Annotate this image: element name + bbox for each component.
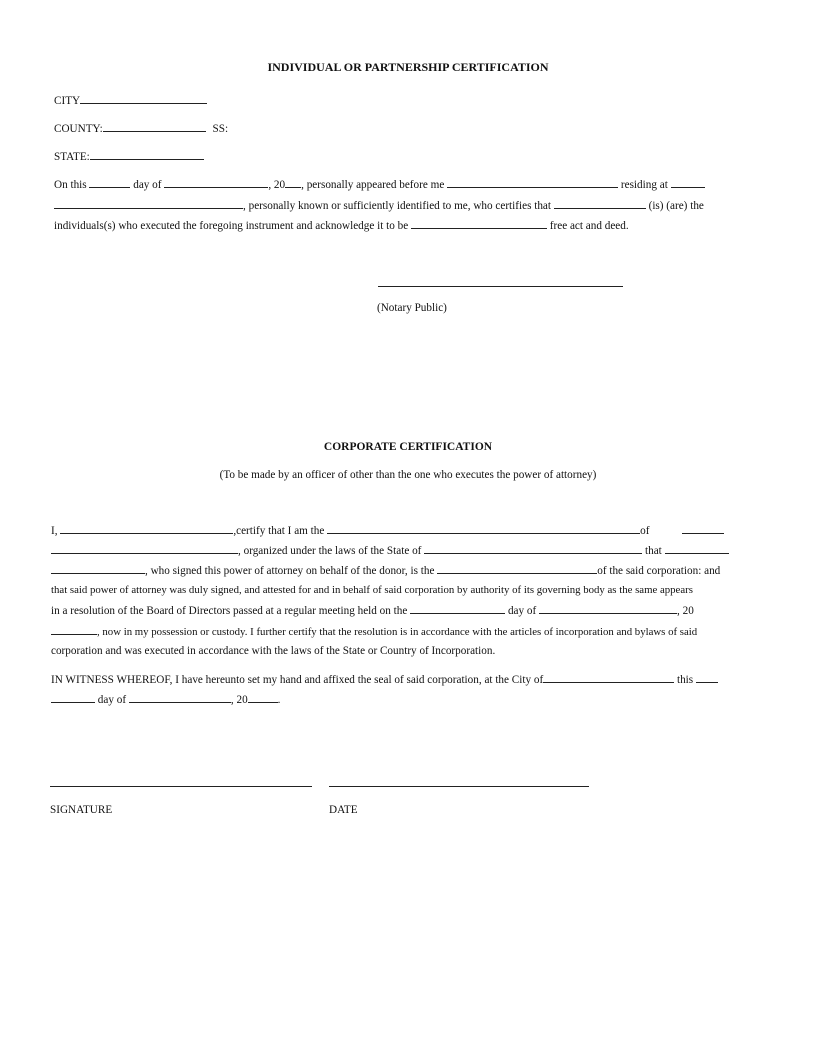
individual-title: INDIVIDUAL OR PARTNERSHIP CERTIFICATION [267, 60, 549, 74]
appearance-line [54, 177, 705, 192]
signature-label: SIGNATURE [50, 804, 113, 816]
this-text: this [676, 674, 694, 686]
ss-label: SS: [212, 123, 229, 135]
acknowledge-line [54, 218, 629, 233]
period-text: . [277, 694, 281, 706]
witness-day-continued-field[interactable] [51, 692, 95, 703]
officer-title-field[interactable] [327, 523, 640, 534]
free-act-text: free act and deed. [549, 220, 629, 232]
signature-line[interactable] [50, 786, 312, 787]
meeting-year-field[interactable] [51, 624, 97, 635]
officer-name-field[interactable] [60, 523, 233, 534]
that-text: that [645, 545, 662, 557]
identification-line [54, 198, 704, 213]
year-prefix-text: , 20 [230, 694, 248, 706]
signed-text: , who signed this power of attorney on behalf of the donor, is the [145, 565, 435, 577]
year-field[interactable] [285, 177, 301, 188]
corporate-title: CORPORATE CERTIFICATION [323, 441, 493, 453]
notary-label: (Notary Public) [377, 302, 447, 314]
year-prefix-text: , 20 [268, 179, 286, 191]
on-this-text: On this [54, 179, 87, 191]
day-of-text: day of [133, 179, 162, 191]
county-row [54, 121, 228, 136]
acknowledgement-field[interactable] [411, 218, 547, 229]
residing-at-text: residing at [620, 179, 668, 191]
date-label: DATE [329, 804, 358, 816]
corporation-name-field[interactable] [682, 523, 724, 534]
state-row [54, 149, 204, 164]
year-prefix-text: , 20 [677, 605, 694, 617]
corp-line-1 [51, 523, 724, 538]
county-field[interactable] [103, 121, 206, 132]
witness-day-field[interactable] [696, 672, 718, 683]
corp-line-8 [51, 672, 718, 687]
county-label: COUNTY: [54, 123, 103, 135]
date-line[interactable] [329, 786, 589, 787]
corp-line-3 [51, 563, 720, 578]
certify-text: ,certify that I am the [233, 525, 325, 537]
corp-line-5 [51, 603, 694, 618]
city-row [54, 93, 207, 108]
signer-title-field[interactable] [437, 563, 597, 574]
custody-text: , now in my possession or custody. I further certify that the resolution is in accordance with the articles of incorporation and bylaws of said [97, 626, 698, 638]
certifier-field[interactable] [554, 198, 646, 209]
state-of-incorporation-field[interactable] [424, 543, 642, 554]
organized-text: , organized under the laws of the State of [238, 545, 422, 557]
residence-continued-field[interactable] [54, 198, 243, 209]
corporate-subtitle: (To be made by an officer of other than the one who executes the power of attorney) [219, 469, 597, 481]
of-text: of [640, 525, 650, 537]
city-of-field[interactable] [543, 672, 674, 683]
is-are-text: (is) (are) the [648, 200, 704, 212]
corp-line-6 [51, 624, 697, 639]
day-of-text: day of [97, 694, 127, 706]
corp-line-2 [51, 543, 729, 558]
resolution-text: in a resolution of the Board of Directors passed at a regular meeting held on the [51, 605, 408, 617]
of-said-corporation-text: of the said corporation: and [597, 565, 721, 577]
signer-name-field[interactable] [665, 543, 729, 554]
witness-text: IN WITNESS WHEREOF, I have hereunto set my hand and affixed the seal of said corporation, at the City of [51, 674, 544, 686]
witness-year-field[interactable] [248, 692, 278, 703]
day-of-text: day of [507, 605, 537, 617]
city-label: CITY [54, 95, 81, 107]
state-label: STATE: [54, 151, 90, 163]
appearer-name-field[interactable] [447, 177, 618, 188]
notary-signature-line[interactable] [378, 286, 623, 287]
corp-line-4: that said power of attorney was duly signed, and attested for and in behalf of said corporation by authority of its governing body as the same appears [51, 584, 693, 596]
residence-field[interactable] [671, 177, 705, 188]
individuals-text: individuals(s) who executed the foregoing instrument and acknowledge it to be [54, 220, 409, 232]
appeared-text: , personally appeared before me [301, 179, 445, 191]
corporation-name-continued-field[interactable] [51, 543, 238, 554]
meeting-month-field[interactable] [539, 603, 677, 614]
state-field[interactable] [90, 149, 204, 160]
meeting-day-field[interactable] [410, 603, 505, 614]
signer-name-continued-field[interactable] [51, 563, 145, 574]
month-field[interactable] [164, 177, 268, 188]
day-field[interactable] [89, 177, 130, 188]
corp-line-9 [51, 692, 280, 707]
city-field[interactable] [80, 93, 207, 104]
i-text: I, [51, 525, 58, 537]
corp-line-7: corporation and was executed in accordance with the laws of the State or Country of Incorporation. [51, 645, 496, 657]
known-text: , personally known or sufficiently identified to me, who certifies that [243, 200, 551, 212]
witness-month-field[interactable] [129, 692, 231, 703]
